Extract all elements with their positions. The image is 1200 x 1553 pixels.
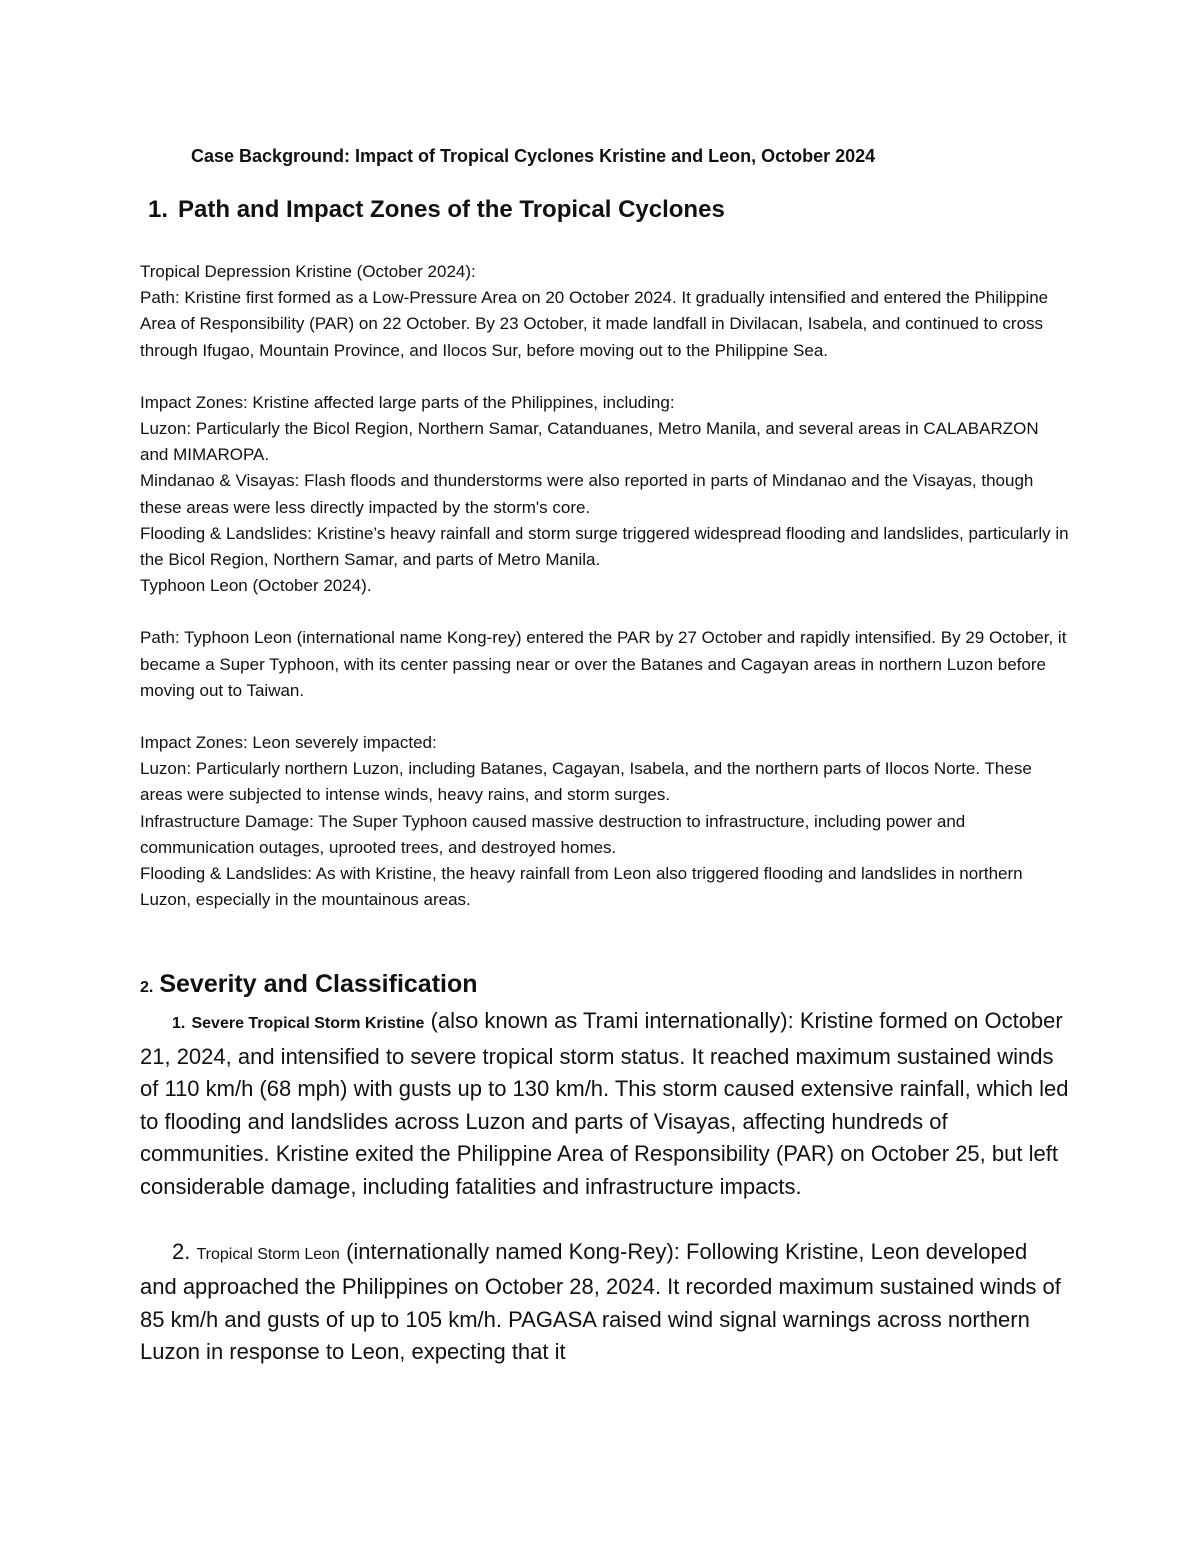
kristine-luzon: Luzon: Particularly the Bicol Region, Northern Samar, Catanduanes, Metro Manila, and several areas in CALABARZON and MIMAROPA. xyxy=(140,419,1039,465)
item-2-lead: Tropical Storm Leon xyxy=(196,1245,340,1263)
kristine-flooding: Flooding & Landslides: Kristine’s heavy rainfall and storm surge triggered widespread flooding and landslides, particularly in the Bicol Region, Northern Samar, and parts of Metro Manila. xyxy=(140,523,1069,570)
spacer xyxy=(140,599,1070,625)
spacer xyxy=(140,364,1070,390)
section-1-heading xyxy=(148,196,725,224)
spacer xyxy=(140,704,1070,730)
section-1-body xyxy=(140,259,1070,913)
kristine-impact-intro: Impact Zones: Kristine affected large parts of the Philippines, including: xyxy=(140,392,675,412)
section-2-title: Severity and Classification xyxy=(159,970,478,998)
item-2-number: 2. xyxy=(172,1238,191,1264)
document-title: Case Background: Impact of Tropical Cyclones Kristine and Leon, October 2024 xyxy=(191,146,876,166)
item-1-number: 1. xyxy=(172,1015,186,1032)
leon-infrastructure: Infrastructure Damage: The Super Typhoon caused massive destruction to infrastructure, including power and communication outages, uprooted trees, and destroyed homes. xyxy=(140,811,966,857)
kristine-heading: Tropical Depression Kristine (October 2024): xyxy=(140,262,476,281)
leon-flooding: Flooding & Landslides: As with Kristine, the heavy rainfall from Leon also triggered flooding and landslides in northern Luzon, especially in the mountainous areas. xyxy=(140,864,1023,910)
kristine-classification xyxy=(140,1005,1070,1204)
leon-path: Path: Typhoon Leon (international name Kong-rey) entered the PAR by 27 October and rapidly intensified. By 29 October, it became a Super Typhoon, with its center passing near or over the Batanes and Cagayan areas in northern Luzon before moving out to Taiwan. xyxy=(140,628,1067,700)
spacer xyxy=(140,1204,1070,1236)
section-1-number: 1. xyxy=(148,196,169,223)
section-2-body xyxy=(140,1005,1070,1369)
section-2-number: 2. xyxy=(140,979,154,996)
section-2-heading xyxy=(140,970,478,999)
leon-classification xyxy=(140,1236,1070,1369)
item-1-text: (also known as Trami internationally): Kristine formed on October 21, 2024, and intensified to severe tropical storm status. It reached maximum sustained winds of 110 km/h (68 mph) with gusts up to 130 km/h. This storm caused extensive rainfall, which led to flooding and landslides across Luzon and parts of Visayas, affecting hundreds of communities. Kristine exited the Philippine Area of Responsibility (PAR) on October 25, but left considerable damage, including fatalities and infrastructure impacts. xyxy=(140,1008,1069,1199)
leon-luzon: Luzon: Particularly northern Luzon, including Batanes, Cagayan, Isabela, and the northern parts of Ilocos Norte. These areas were subjected to intense winds, heavy rains, and storm surges. xyxy=(140,759,1032,805)
leon-impact-intro: Impact Zones: Leon severely impacted: xyxy=(140,733,437,753)
item-1-lead: Severe Tropical Storm Kristine xyxy=(191,1015,425,1032)
item-2-text: (internationally named Kong-Rey): Following Kristine, Leon developed and approached the Philippines on October 28, 2024. It recorded maximum sustained winds of 85 km/h and gusts of up to 105 km/h. PAGASA raised wind signal warnings across northern Luzon in response to Leon, expecting that it xyxy=(140,1238,1061,1365)
leon-heading: Typhoon Leon (October 2024). xyxy=(140,576,372,596)
kristine-mindanao-visayas: Mindanao & Visayas: Flash floods and thunderstorms were also reported in parts of Mindanao and the Visayas, though these areas were less directly impacted by the storm's core. xyxy=(140,471,1034,517)
kristine-path: Path: Kristine first formed as a Low-Pressure Area on 20 October 2024. It gradually intensified and entered the Philippine Area of Responsibility (PAR) on 22 October. By 23 October, it made landfall in Divilacan, Isabela, and continued to cross through Ifugao, Mountain Province, and Ilocos Sur, before moving out to the Philippine Sea. xyxy=(140,288,1049,360)
section-1-title: Path and Impact Zones of the Tropical Cyclones xyxy=(178,196,725,223)
